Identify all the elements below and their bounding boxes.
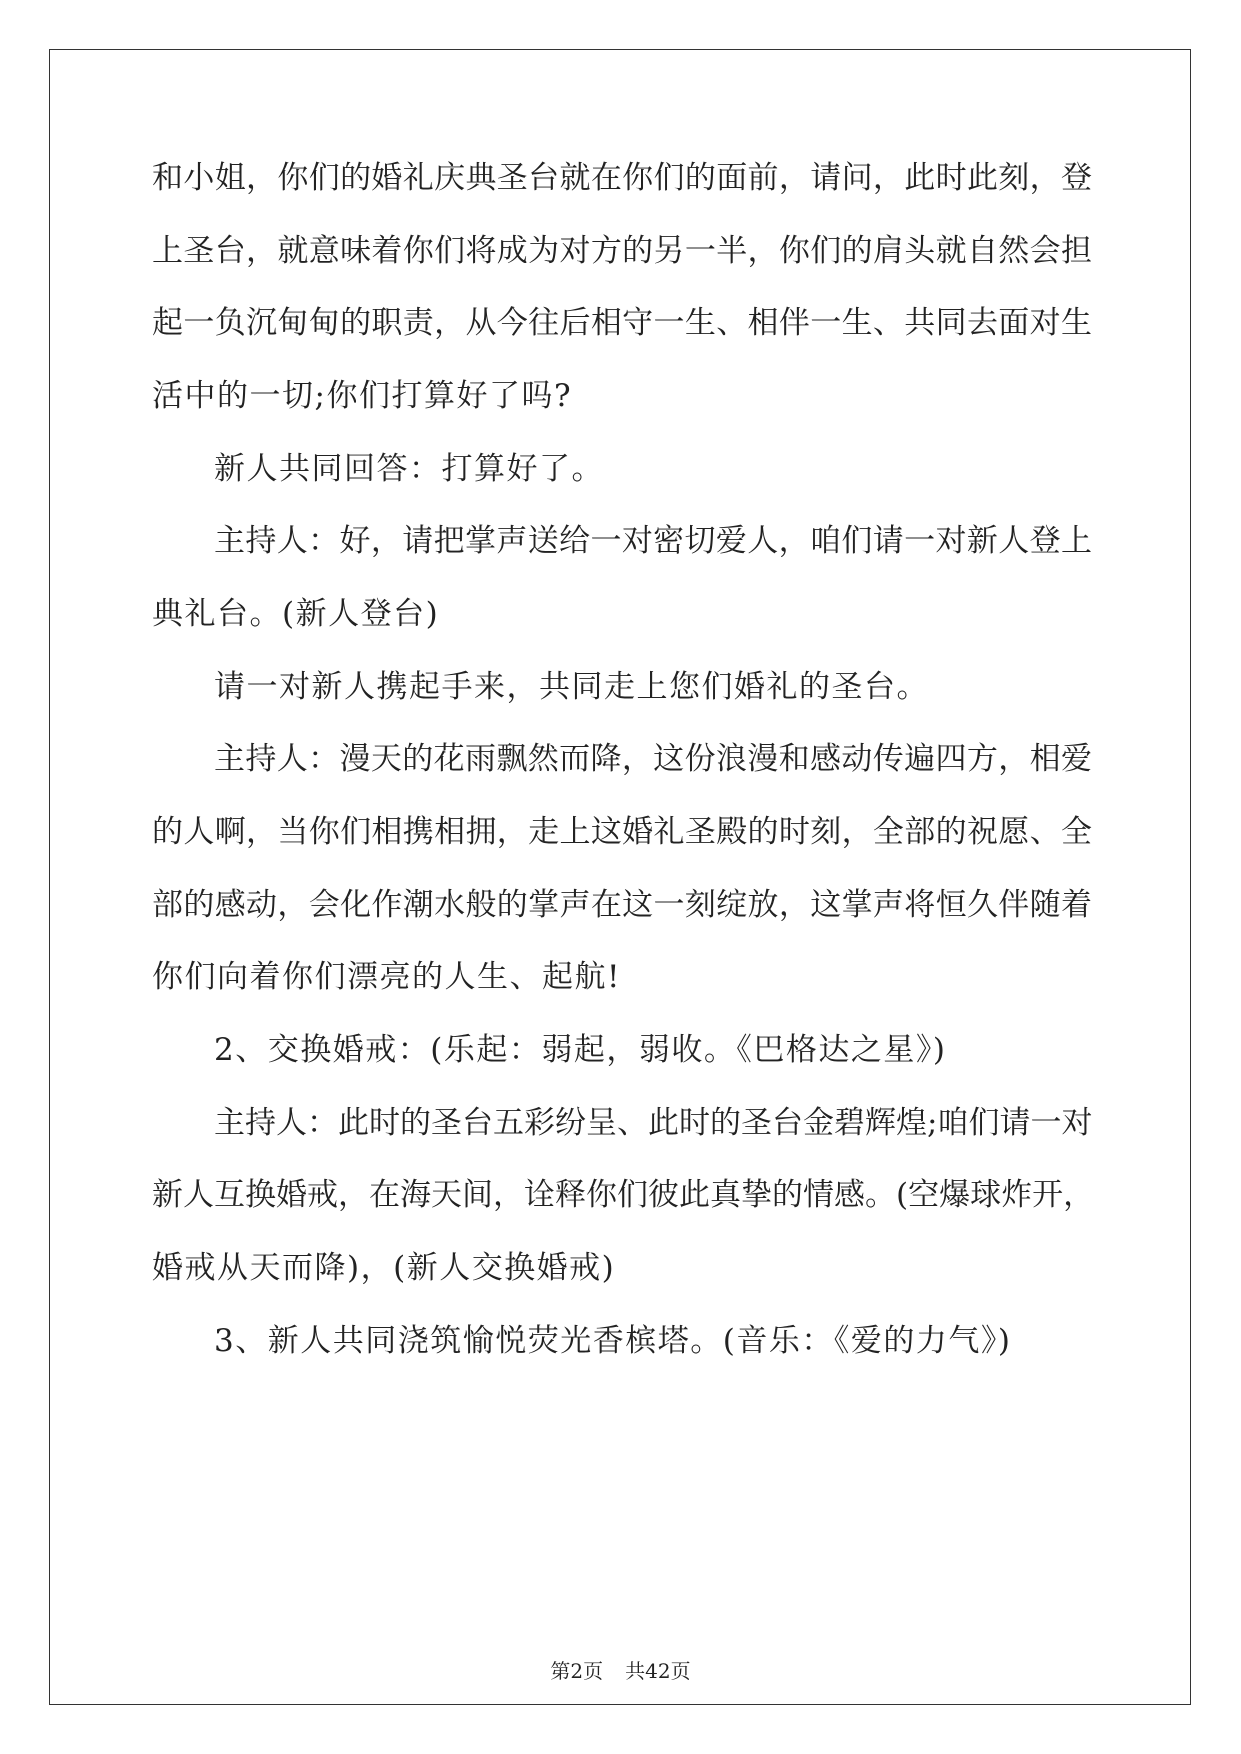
text-line: 2、交换婚戒：(乐起：弱起，弱收。《巴格达之星》) xyxy=(214,1032,947,1068)
page-number: 第2页 xyxy=(550,1659,604,1683)
text-line: 主持人：好，请把掌声送给一对密切爱人，咱们请一对新人登上 xyxy=(214,523,1092,559)
text-line: 新人互换婚戒，在海天间，诠释你们彼此真挚的情感。(空爆球炸开， xyxy=(152,1177,1095,1213)
text-line: 部的感动，会化作潮水般的掌声在这一刻绽放，这掌声将恒久伴随着 xyxy=(152,887,1092,923)
text-line: 的人啊，当你们相携相拥，走上这婚礼圣殿的时刻，全部的祝愿、全 xyxy=(152,814,1092,850)
text-line: 起一负沉甸甸的职责，从今往后相守一生、相伴一生、共同去面对生 xyxy=(152,305,1092,341)
text-line: 主持人：漫天的花雨飘然而降，这份浪漫和感动传遍四方，相爱 xyxy=(214,741,1092,777)
text-line: 你们向着你们漂亮的人生、起航! xyxy=(152,959,621,995)
text-line: 上圣台，就意味着你们将成为对方的另一半，你们的肩头就自然会担 xyxy=(152,233,1092,269)
text-line: 活中的一切;你们打算好了吗? xyxy=(152,378,573,414)
text-line: 3、新人共同浇筑愉悦荧光香槟塔。(音乐：《爱的力气》) xyxy=(214,1323,1012,1359)
page-total: 共42页 xyxy=(625,1659,691,1683)
text-line: 请一对新人携起手来，共同走上您们婚礼的圣台。 xyxy=(214,669,929,705)
page-footer xyxy=(0,1659,1241,1683)
text-line: 新人共同回答：打算好了。 xyxy=(214,451,604,487)
page-border xyxy=(49,49,1191,1705)
text-line: 和小姐，你们的婚礼庆典圣台就在你们的面前，请问，此时此刻，登 xyxy=(152,160,1092,196)
text-line: 婚戒从天而降)，(新人交换婚戒) xyxy=(152,1250,616,1286)
text-line: 主持人：此时的圣台五彩纷呈、此时的圣台金碧辉煌;咱们请一对 xyxy=(214,1105,1093,1141)
text-line: 典礼台。(新人登台) xyxy=(152,596,440,632)
